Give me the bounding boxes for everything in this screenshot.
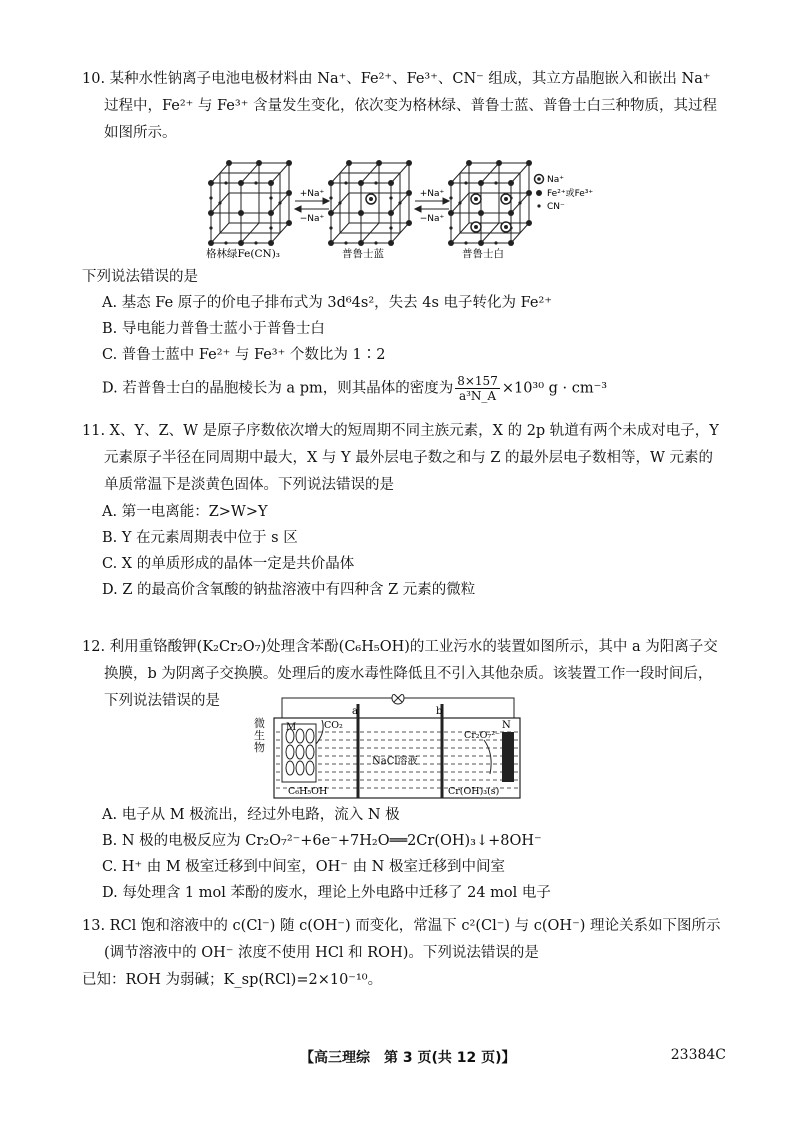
arrow-1: [295, 198, 329, 212]
greenland-cell: [208, 160, 292, 246]
density-denominator: a³N_A: [458, 389, 497, 403]
question-10-stem: 10. 某种水性钠离子电池电极材料由 Na⁺、Fe²⁺、Fe³⁺、CN⁻ 组成，其立方晶胞嵌入和嵌出 Na⁺ 过程中，Fe²⁺ 与 Fe³⁺ 含量发生变化，依次变为格林绿、普鲁士蓝、普鲁士白三种物质，其过程如图所示。: [82, 71, 717, 141]
prussian-white-cell: [448, 160, 532, 246]
cr-arrow: [484, 740, 491, 774]
page-number: 【高三理综 第 3 页(共 12 页)】: [300, 1050, 516, 1066]
q10-option-b: B. 导电能力普鲁士蓝小于普鲁士白: [102, 321, 325, 337]
question-13-stem: 13. RCl 饱和溶液中的 c(Cl⁻) 随 c(OH⁻) 而变化，常温下 c²(Cl⁻) 与 c(OH⁻) 理论关系如下图所示(调节溶液中的 OH⁻ 浓度不使用 HCl 和 ROH)。下列说法错误的是: [82, 918, 721, 961]
q12-option-c: C. H⁺ 由 M 极室迁移到中间室，OH⁻ 由 N 极室迁移到中间室: [102, 859, 505, 875]
label-microbe: 微生物: [254, 717, 265, 754]
arrow-2-plus: +Na⁺: [419, 189, 445, 199]
q10-option-d-text: D. 若普鲁士白的晶胞棱长为 a pm，则其晶体的密度为: [102, 380, 454, 397]
label-a: a: [352, 706, 358, 717]
q10-option-d-unit: ×10³⁰ g · cm⁻³: [501, 380, 608, 397]
label-co2: CO₂: [324, 720, 343, 731]
q12-option-b: B. N 极的电极反应为 Cr₂O₇²⁻+6e⁻+7H₂O══2Cr(OH)₃↓+8OH⁻: [102, 833, 542, 849]
question-12-stem: 12. 利用重铬酸钾(K₂Cr₂O₇)处理含苯酚(C₆H₅OH)的工业污水的装置如图所示，其中 a 为阳离子交换膜，b 为阴离子交换膜。处理后的废水毒性降低且不引入其他杂质。该装置工作一段时间后，下列说法错误的是: [82, 639, 718, 709]
q11-option-a: A. 第一电离能：Z>W>Y: [102, 504, 268, 520]
question-11-stem: 11. X、Y、Z、W 是原子序数依次增大的短周期不同主族元素，X 的 2p 轨道有两个未成对电子，Y 元素原子半径在同周期中最大，X 与 Y 最外层电子数之和与 Z 的最外层电子数相等，W 元素的单质常温下是淡黄色固体。下列说法错误的是: [82, 423, 719, 493]
question-13-known: 已知：ROH 为弱碱；K_sp(RCl)=2×10⁻¹⁰。: [82, 972, 383, 988]
arrow-1-minus: −Na⁺: [299, 214, 325, 224]
q11-option-d: D. Z 的最高价含氧酸的钠盐溶液中有四种含 Z 元素的微粒: [102, 582, 476, 598]
crystal-cell-figure: [203, 153, 603, 261]
density-fraction: [455, 374, 500, 403]
arrow-1-plus: +Na⁺: [299, 189, 325, 199]
label-nacl: NaCl溶液: [372, 756, 418, 767]
question-13: [82, 913, 722, 993]
arrow-2-minus: −Na⁺: [419, 214, 445, 224]
label-b: b: [436, 706, 443, 717]
n-electrode: [502, 732, 514, 782]
question-10-lead: 下列说法错误的是: [82, 269, 198, 285]
question-10: [82, 66, 722, 147]
legend-na: Na⁺: [547, 175, 564, 185]
label-croh3: Cr(OH)₃(s): [448, 786, 500, 797]
bulb-icon: [392, 694, 404, 704]
q10-option-c: C. 普鲁士蓝中 Fe²⁺ 与 Fe³⁺ 个数比为 1∶2: [102, 347, 386, 363]
q11-option-b: B. Y 在元素周期表中位于 s 区: [102, 530, 298, 546]
arrow-2: [415, 198, 449, 212]
label-phenol: C₆H₅OH: [288, 786, 328, 797]
label-prussian-white: 普鲁士白: [462, 248, 504, 260]
question-12-options: [82, 802, 722, 906]
prussian-blue-cell: [328, 160, 412, 246]
question-10-options: [82, 264, 722, 403]
q12-option-a: A. 电子从 M 极流出，经过外电路，流入 N 极: [102, 807, 400, 823]
q10-option-d: [102, 374, 722, 403]
paper-code: 23384C: [670, 1047, 726, 1063]
label-n: N: [502, 720, 511, 731]
legend-cn: CN⁻: [547, 202, 565, 212]
density-numerator: 8×157: [457, 374, 498, 388]
label-greenland: 格林绿Fe(CN)₃: [205, 248, 281, 260]
label-cr2o7: Cr₂O₇²⁻: [464, 730, 501, 741]
q11-option-c: C. X 的单质形成的晶体一定是共价晶体: [102, 556, 355, 572]
question-11: [82, 418, 722, 603]
q10-option-a: A. 基态 Fe 原子的价电子排布式为 3d⁶4s²，失去 4s 电子转化为 Fe²⁺: [102, 295, 552, 311]
electrolysis-device-figure: [252, 694, 534, 800]
q12-option-d: D. 每处理含 1 mol 苯酚的废水，理论上外电路中迁移了 24 mol 电子: [102, 885, 551, 901]
legend-fe: Fe²⁺或Fe³⁺: [547, 189, 594, 199]
label-prussian-blue: 普鲁士蓝: [342, 248, 384, 260]
label-m: M: [286, 722, 297, 733]
